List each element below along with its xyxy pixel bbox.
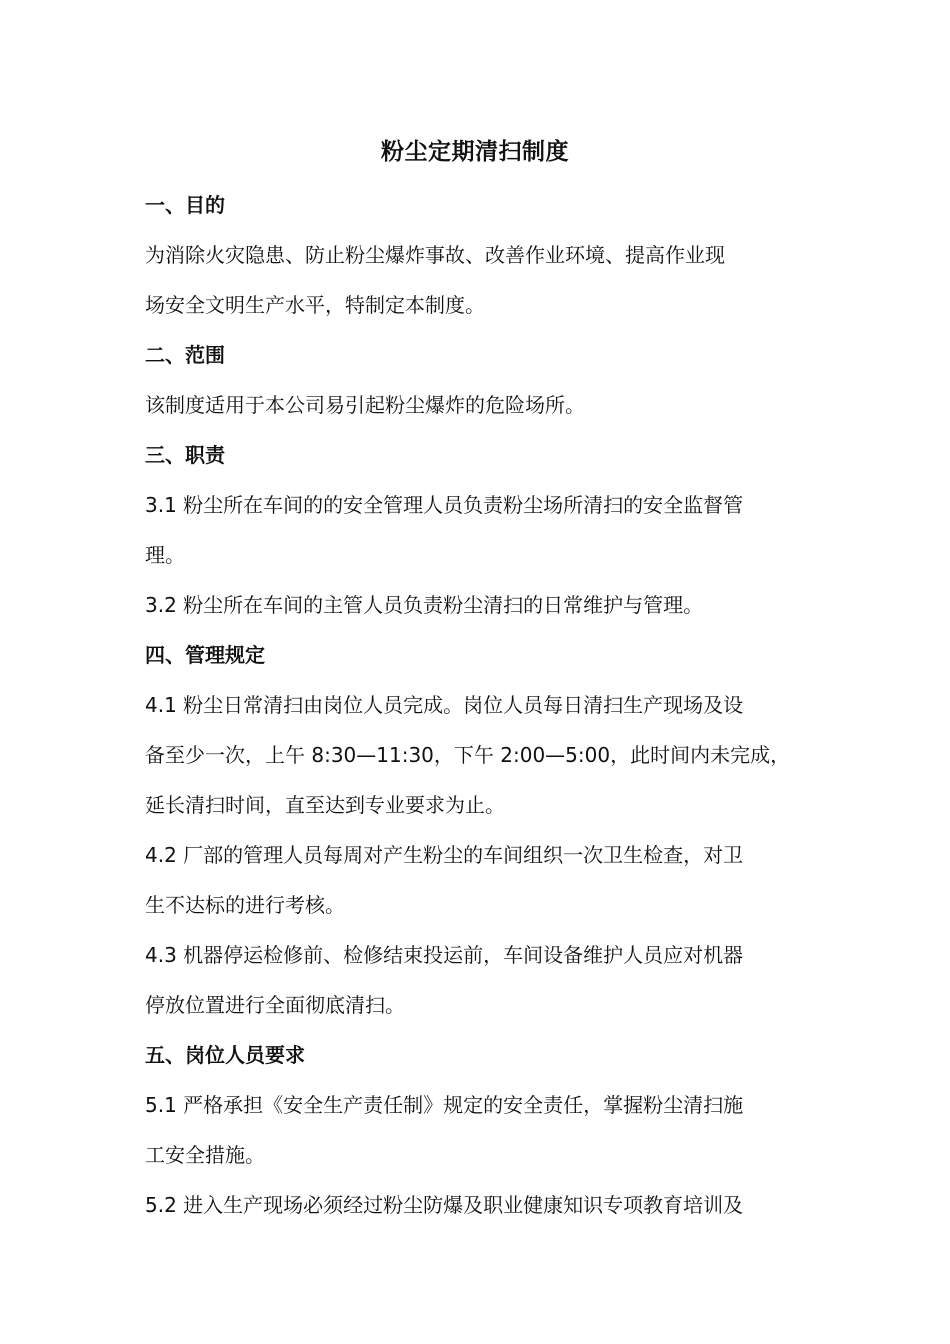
document-title: 粉尘定期清扫制度	[381, 139, 569, 165]
paragraph-line: 5.2 进入生产现场必须经过粉尘防爆及职业健康知识专项教育培训及	[145, 1193, 744, 1217]
paragraph-line: 4.3 机器停运检修前、检修结束投运前，车间设备维护人员应对机器	[145, 943, 744, 967]
paragraph-line: 4.1 粉尘日常清扫由岗位人员完成。岗位人员每日清扫生产现场及设	[145, 693, 744, 717]
section-heading: 五、岗位人员要求	[145, 1043, 305, 1067]
section-heading: 三、职责	[145, 443, 225, 467]
paragraph-line: 5.1 严格承担《安全生产责任制》规定的安全责任，掌握粉尘清扫施	[145, 1093, 744, 1117]
paragraph-line: 3.1 粉尘所在车间的的安全管理人员负责粉尘场所清扫的安全监督管	[145, 493, 744, 517]
paragraph-line: 该制度适用于本公司易引起粉尘爆炸的危险场所。	[145, 393, 585, 417]
paragraph-line: 4.2 厂部的管理人员每周对产生粉尘的车间组织一次卫生检查，对卫	[145, 843, 744, 867]
section-heading: 一、目的	[145, 193, 225, 217]
paragraph-line: 工安全措施。	[145, 1143, 265, 1167]
paragraph-line: 延长清扫时间，直至达到专业要求为止。	[145, 793, 505, 817]
paragraph-line: 停放位置进行全面彻底清扫。	[145, 993, 405, 1017]
paragraph-line: 为消除火灾隐患、防止粉尘爆炸事故、改善作业环境、提高作业现	[145, 243, 725, 267]
document-body	[145, 180, 825, 1230]
paragraph-line: 生不达标的进行考核。	[145, 893, 345, 917]
paragraph-line: 3.2 粉尘所在车间的主管人员负责粉尘清扫的日常维护与管理。	[145, 593, 704, 617]
section-heading: 二、范围	[145, 343, 225, 367]
section-heading: 四、管理规定	[145, 643, 265, 667]
paragraph-line: 场安全文明生产水平，特制定本制度。	[145, 293, 485, 317]
paragraph-line: 备至少一次，上午 8:30—11:30，下午 2:00—5:00，此时间内未完成，	[145, 743, 791, 767]
paragraph-line: 理。	[145, 543, 185, 567]
